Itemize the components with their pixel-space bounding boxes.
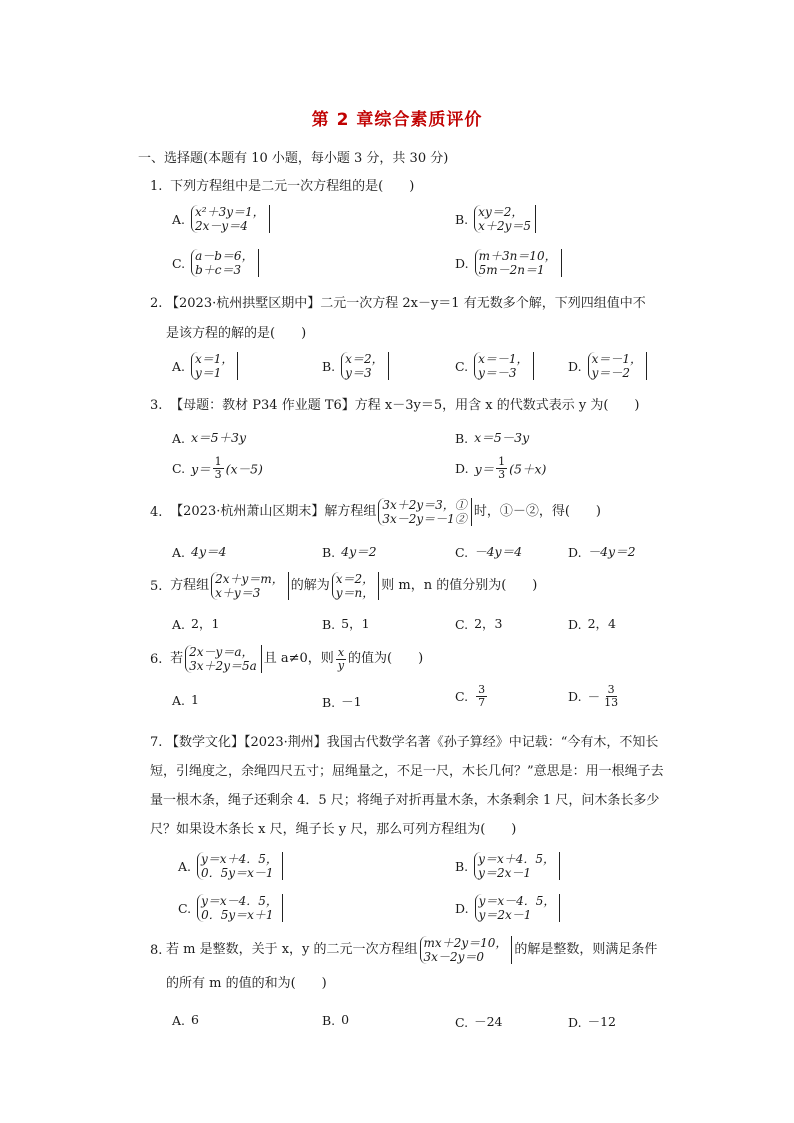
fraction: $\frac{3}{7}$ xyxy=(478,683,486,709)
equation-system: x＝2， y＝3 xyxy=(341,352,388,380)
q6-option-d[interactable]: D. － $\frac{3}{13}$ xyxy=(568,683,619,709)
q7-option-b[interactable]: B. y＝x＋4．5， y＝2x－1 xyxy=(455,852,560,880)
equation-system: a－b＝6， b＋c＝3 xyxy=(191,249,258,277)
q2-option-c[interactable]: C. x＝－1， y＝－3 xyxy=(455,352,534,380)
question-1 xyxy=(150,177,414,197)
question-3 xyxy=(150,396,639,416)
question-8: 8. 若 m 是整数，关于 x，y 的二元一次方程组 mx＋2y＝10， 3x－2y＝0 的解是整数，则满足条件 的所有 m 的值的和为( ) xyxy=(150,936,657,994)
q6-option-c[interactable]: C. $\frac{3}{7}$ xyxy=(455,683,486,709)
equation-system: xy＝2， x＋2y＝5 xyxy=(474,205,536,233)
equation-system: y＝x－4．5， y＝2x－1 xyxy=(475,894,561,922)
q3-option-c[interactable]: C. y＝ $\frac{1}{3}$ (x－5) xyxy=(172,455,263,481)
question-number: 1. xyxy=(150,179,163,194)
question-text-cont: 是该方程的解的是( ) xyxy=(166,326,307,341)
q3-option-a[interactable]: A. x＝5＋3y xyxy=(172,430,247,446)
question-text: 【数学文化】【2023·荆州】我国古代数学名著《孙子算经》中记载：“今有木，不知长短，引绳度之，余绳四尺五寸；屈绳量之，不足一尺，木长几何？”意思是：用一根绳子去量一根木条，绳子还剩余 4．5 尺；将绳子对折再量木条，木条剩余 1 尺，问木条长多少尺？如果设木条长 x 尺，绳子长 y 尺，那么可列方程组为( ) xyxy=(150,735,664,837)
fraction: $\frac{x}{y}$ xyxy=(337,645,345,672)
question-7 xyxy=(150,728,672,844)
question-text-cont: 的所有 m 的值的和为( ) xyxy=(166,976,327,991)
q4-option-a[interactable]: A. 4y＝4 xyxy=(172,544,227,560)
equation-system: x＝1， y＝1 xyxy=(191,352,238,380)
equation-system: m＋3n＝10， 5m－2n＝1 xyxy=(475,249,562,277)
section-heading: 一、选择题(本题有 10 小题，每小题 3 分，共 30 分) xyxy=(138,151,449,166)
q4-option-d[interactable]: D. －4y＝2 xyxy=(568,544,636,560)
q1-option-c[interactable]: C. a－b＝6， b＋c＝3 xyxy=(172,249,259,277)
equation-system: mx＋2y＝10， 3x－2y＝0 xyxy=(420,936,513,964)
page-title: 第 2 章综合素质评价 xyxy=(311,110,483,130)
question-4: 4. 【2023·杭州萧山区期末】解方程组 3x＋2y＝3，① 3x－2y＝－1② 时，①－②，得( ) xyxy=(150,498,601,526)
q6-option-b[interactable]: B. －1 xyxy=(322,694,362,710)
q4-option-b[interactable]: B. 4y＝2 xyxy=(322,544,377,560)
q5-option-b[interactable]: B. 5，1 xyxy=(322,616,370,632)
question-text: 下列方程组中是二元一次方程组的是( ) xyxy=(170,179,415,194)
question-number: 8. xyxy=(150,942,163,958)
q6-option-a[interactable]: A. 1 xyxy=(172,692,199,708)
q1-option-b[interactable]: B. xy＝2， x＋2y＝5 xyxy=(455,205,536,233)
q4-option-c[interactable]: C. －4y＝4 xyxy=(455,544,523,560)
question-number: 2. xyxy=(150,296,163,311)
question-text: 【母题：教材 P34 作业题 T6】方程 x－3y＝5，用含 x 的代数式表示 y 为( ) xyxy=(170,398,640,413)
question-text: 【2023·杭州拱墅区期中】二元一次方程 2x－y＝1 有无数多个解，下列四组值中不 xyxy=(166,296,646,311)
question-5: 5. 方程组 2x＋y＝m， x＋y＝3 的解为 x＝2， y＝n， 则 m，n 的值分别为( ) xyxy=(150,572,538,600)
question-6: 6. 若 2x－y＝a， 3x＋2y＝5a 且 a≠0，则 $\frac{x}{y}$ 的值为( ) xyxy=(150,645,424,673)
q7-option-c[interactable]: C. y＝x－4．5， 0．5y＝x＋1 xyxy=(178,894,283,922)
equation-system: y＝x＋4．5， y＝2x－1 xyxy=(474,852,560,880)
fraction: $\frac{1}{3}$ xyxy=(214,455,222,481)
question-number: 4. xyxy=(150,504,163,520)
q2-option-d[interactable]: D. x＝－1， y＝－2 xyxy=(568,352,647,380)
equation-system: x＝－1， y＝－2 xyxy=(588,352,647,380)
equation-system: 3x＋2y＝3，① 3x－2y＝－1② xyxy=(378,498,471,526)
q8-option-c[interactable]: C. －24 xyxy=(455,1014,503,1030)
equation-system: y＝x－4．5， 0．5y＝x＋1 xyxy=(197,894,283,922)
q5-option-d[interactable]: D. 2，4 xyxy=(568,616,616,632)
q8-option-b[interactable]: B. 0 xyxy=(322,1012,350,1028)
q1-option-d[interactable]: D. m＋3n＝10， 5m－2n＝1 xyxy=(455,249,562,277)
question-number: 5. xyxy=(150,578,163,594)
q5-option-c[interactable]: C. 2，3 xyxy=(455,616,503,632)
equation-system: 2x－y＝a， 3x＋2y＝5a xyxy=(185,645,262,673)
q3-option-b[interactable]: B. x＝5－3y xyxy=(455,430,530,446)
equation-system: x＝2， y＝n， xyxy=(332,572,380,600)
fraction: $\frac{1}{3}$ xyxy=(498,455,506,481)
equation-system: x²＋3y＝1， 2x－y＝4 xyxy=(191,205,270,233)
equation-system: 2x＋y＝m， x＋y＝3 xyxy=(211,572,289,600)
question-2 xyxy=(150,294,646,344)
q1-option-a[interactable]: A. x²＋3y＝1， 2x－y＝4 xyxy=(172,205,270,233)
q8-option-a[interactable]: A. 6 xyxy=(172,1012,199,1028)
q7-option-a[interactable]: A. y＝x＋4．5， 0．5y＝x－1 xyxy=(178,852,283,880)
equation-system: y＝x＋4．5， 0．5y＝x－1 xyxy=(197,852,283,880)
question-number: 7. xyxy=(150,735,163,750)
q3-option-d[interactable]: D. y＝ $\frac{1}{3}$ (5＋x) xyxy=(455,455,547,481)
equation-system: x＝－1， y＝－3 xyxy=(474,352,533,380)
q7-option-d[interactable]: D. y＝x－4．5， y＝2x－1 xyxy=(455,894,560,922)
q5-option-a[interactable]: A. 2，1 xyxy=(172,616,220,632)
q8-option-d[interactable]: D. －12 xyxy=(568,1014,616,1030)
q2-option-a[interactable]: A. x＝1， y＝1 xyxy=(172,352,238,380)
question-number: 3. xyxy=(150,398,163,413)
fraction: $\frac{3}{13}$ xyxy=(604,683,619,709)
q2-option-b[interactable]: B. x＝2， y＝3 xyxy=(322,352,389,380)
question-number: 6. xyxy=(150,651,163,667)
